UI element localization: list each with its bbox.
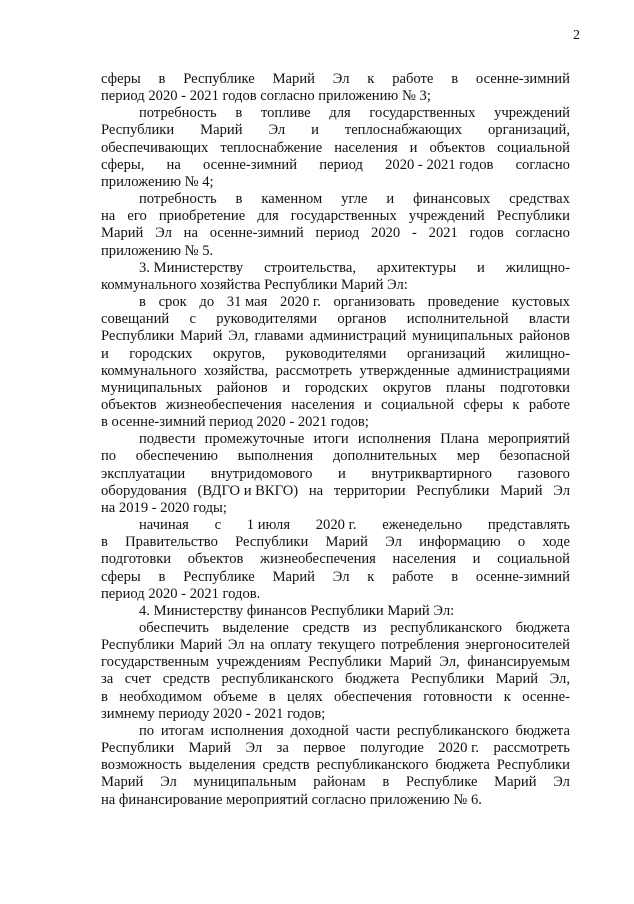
word: на	[183, 225, 198, 242]
word: архитектуры	[376, 259, 457, 276]
word: и	[477, 259, 485, 276]
document-body	[101, 71, 570, 809]
word: подготовки	[499, 379, 570, 396]
word: 2020 - 2021 годов	[385, 156, 494, 173]
word: Республики	[496, 208, 570, 225]
word: сферы	[463, 396, 504, 413]
word: в	[235, 191, 243, 208]
word: районам	[313, 774, 366, 791]
word: Республики	[496, 757, 570, 774]
word: согласно	[515, 225, 570, 242]
word: по	[139, 722, 155, 739]
word: срок	[158, 294, 187, 311]
word: исполнительной	[406, 311, 509, 328]
word: Эл	[332, 568, 350, 585]
word: внутридомового	[210, 465, 313, 482]
text-line	[101, 397, 570, 414]
word: Республики	[101, 637, 175, 654]
word: приобретение	[158, 208, 246, 225]
word: главами	[254, 328, 304, 345]
word: городских	[129, 345, 193, 362]
word: социальной	[381, 396, 455, 413]
word: возможность	[101, 757, 182, 774]
word: его	[127, 208, 147, 225]
word: осенне-зимний	[475, 71, 570, 87]
word: в	[382, 774, 390, 791]
text-line	[101, 551, 570, 568]
word: организаций,	[488, 122, 570, 139]
word: доходной	[290, 722, 349, 739]
word: и	[282, 379, 291, 396]
word: к	[512, 396, 520, 413]
word: 2020 г.	[315, 517, 357, 534]
word: объектов	[101, 396, 157, 413]
text-line	[101, 723, 570, 740]
word: республиканского	[221, 671, 334, 688]
word: и	[338, 465, 346, 482]
text-line	[101, 191, 570, 208]
word: Республики	[101, 328, 175, 345]
word: выделение	[222, 620, 289, 636]
word: обеспечивающих	[101, 139, 209, 156]
word: районов	[216, 379, 268, 396]
word: в	[451, 71, 459, 87]
word: выделения	[188, 757, 256, 774]
word: жилищно-	[505, 259, 570, 276]
word: финансируемым	[467, 654, 570, 671]
word: органов	[337, 311, 387, 328]
word: Эл	[268, 122, 286, 139]
word: Правительство	[125, 534, 218, 551]
word: промежуточные	[204, 431, 305, 448]
word: территории	[333, 482, 406, 499]
word: осенне-зимний	[475, 568, 570, 585]
word: по	[101, 448, 117, 465]
word: администраций	[309, 328, 407, 345]
word: внутриквартирного	[371, 465, 492, 482]
word: средствах	[509, 191, 570, 208]
word: осенне-зимний	[203, 156, 298, 173]
word: ходе	[542, 534, 570, 551]
word: администрациями	[457, 362, 570, 379]
word: обеспечить	[139, 620, 209, 636]
text-line	[101, 774, 570, 791]
word: Республики	[101, 740, 175, 757]
word: Эл	[227, 637, 245, 654]
text-line	[101, 208, 570, 225]
word: Марий	[188, 740, 232, 757]
word: и	[409, 139, 418, 156]
text-line	[101, 157, 570, 174]
word: Марий	[500, 482, 543, 499]
word: потребность	[139, 191, 217, 208]
word: Республики	[410, 671, 485, 688]
word: Марий	[494, 774, 537, 791]
text-line	[101, 431, 570, 448]
word: угле	[341, 191, 368, 208]
text-line	[101, 294, 570, 311]
word: Эл	[160, 774, 177, 791]
word: обеспечению	[135, 448, 218, 465]
word: теплоснабжающих	[344, 122, 463, 139]
word: финансовых	[413, 191, 491, 208]
word: выполнения	[237, 448, 314, 465]
word: необходимом	[119, 688, 203, 705]
word: потребления	[380, 637, 460, 654]
word: период	[319, 156, 363, 173]
word: к	[503, 688, 511, 705]
word: Эл,	[549, 671, 570, 688]
text-line	[101, 448, 570, 465]
word: мероприятий	[488, 431, 570, 448]
word: жизнеобеспечения	[260, 551, 376, 568]
word: власти	[528, 311, 570, 328]
word: бюджета	[344, 671, 400, 688]
word: подготовки	[101, 551, 172, 568]
text-line	[101, 757, 570, 774]
word: сферы	[101, 568, 141, 585]
word: государственных	[369, 105, 476, 122]
text-line	[101, 569, 570, 586]
word: округов,	[212, 345, 266, 362]
word: объектов	[187, 551, 244, 568]
word: к	[367, 71, 375, 87]
word: работе	[528, 396, 570, 413]
word: бюджета	[515, 620, 570, 636]
word: и	[386, 191, 395, 208]
word: период	[315, 225, 360, 242]
text-line	[101, 260, 570, 277]
word: средств	[162, 671, 210, 688]
word: оборудования	[101, 482, 187, 499]
word: рассмотреть	[275, 362, 352, 379]
word: муниципальных	[412, 328, 514, 345]
word: подвести	[139, 431, 196, 448]
word: Плана	[440, 431, 479, 448]
text-line: период 2020 - 2021 годов.	[101, 585, 261, 602]
word: еженедельно	[382, 517, 463, 534]
word: и	[311, 122, 319, 139]
text-line	[101, 534, 570, 551]
word: руководителями	[285, 345, 387, 362]
word: объеме	[213, 688, 258, 705]
word: средств	[302, 620, 350, 636]
word: сферы,	[101, 156, 145, 173]
word: для	[329, 105, 351, 122]
word: Марий	[179, 637, 223, 654]
word: Эл	[553, 482, 570, 499]
word: потребность	[139, 105, 217, 122]
word: Марий	[389, 654, 432, 671]
word: работе	[392, 568, 434, 585]
word: итогам	[160, 722, 204, 739]
word: в	[268, 688, 276, 705]
word: (ВДГО и ВКГО)	[197, 482, 299, 499]
word: работе	[392, 71, 434, 87]
word: 3. Министерству	[139, 259, 244, 276]
text-line	[101, 105, 570, 122]
word: в	[158, 71, 166, 87]
word: Эл	[245, 740, 263, 757]
text-line	[101, 380, 570, 397]
word: хозяйства,	[204, 362, 269, 379]
text-line	[101, 225, 570, 242]
word: целях	[287, 688, 323, 705]
word: о	[517, 534, 526, 551]
word: в	[101, 688, 108, 705]
word: муниципальных	[101, 379, 203, 396]
text-line	[101, 671, 570, 688]
word: жизнеобеспечения	[165, 396, 282, 413]
text-line	[101, 637, 570, 654]
word: исполнения	[210, 722, 284, 739]
word: -	[411, 225, 417, 242]
word: социальной	[497, 139, 570, 156]
word: 1 июля	[246, 517, 291, 534]
text-line: зимнему периоду 2020 - 2021 годов;	[101, 705, 326, 722]
word: безопасной	[499, 448, 570, 465]
word: до	[199, 294, 215, 311]
word: Республики	[308, 654, 382, 671]
word: жилищно-	[505, 345, 570, 362]
word: 31 мая	[226, 294, 268, 311]
word: бюджета	[435, 757, 490, 774]
word: на	[308, 482, 324, 499]
text-line	[101, 363, 570, 380]
word: Республике	[405, 774, 478, 791]
word: Марий	[180, 328, 223, 345]
word: Марий	[101, 225, 144, 242]
text-line: на финансирование мероприятий согласно приложению № 6.	[101, 791, 482, 808]
word: округов	[382, 379, 432, 396]
word: кустовых	[511, 294, 570, 311]
word: итоги	[313, 431, 349, 448]
text-line	[101, 466, 570, 483]
word: коммунального	[101, 362, 197, 379]
word: осенне-зимний	[209, 225, 304, 242]
word: планы	[446, 379, 486, 396]
word: учреждениям	[216, 654, 301, 671]
word: Эл	[553, 774, 570, 791]
text-line: в осенне-зимний период 2020 - 2021 годов;	[101, 414, 369, 431]
word: Республики	[235, 534, 309, 551]
word: счет	[124, 671, 152, 688]
text-line	[101, 689, 570, 706]
word: Марий	[325, 534, 368, 551]
word: организаций	[406, 345, 486, 362]
word: в	[235, 105, 243, 122]
text-line	[101, 517, 570, 534]
word: в	[451, 568, 459, 585]
text-line: 4. Министерству финансов Республики Марий Эл:	[139, 602, 455, 619]
word: энергоносителей	[464, 637, 570, 654]
text-line	[101, 122, 570, 139]
word: каменном	[261, 191, 323, 208]
word: к	[367, 568, 375, 585]
word: городских	[304, 379, 369, 396]
text-line	[101, 346, 570, 363]
word: Эл,	[228, 328, 249, 345]
word: Республике	[183, 568, 255, 585]
word: населения	[291, 396, 355, 413]
word: для	[257, 208, 279, 225]
text-line	[101, 740, 570, 757]
text-line: коммунального хозяйства Республики Марий Эл:	[101, 276, 408, 293]
text-line: на 2019 - 2020 годы;	[101, 499, 227, 516]
word: средств	[262, 757, 310, 774]
word: с	[189, 311, 196, 328]
text-line	[101, 620, 570, 637]
word: объектов	[429, 139, 486, 156]
word: руководителями	[216, 311, 318, 328]
word: Республики	[101, 122, 175, 139]
word: газового	[517, 465, 570, 482]
word: Марий	[101, 774, 144, 791]
word: 2020 г.	[280, 294, 321, 311]
text-line: приложению № 5.	[101, 242, 214, 259]
word: республиканского	[396, 722, 509, 739]
word: утвержденные	[359, 362, 450, 379]
word: за	[101, 671, 114, 688]
word: эксплуатации	[101, 465, 186, 482]
word: учреждений	[494, 105, 570, 122]
word: проведение	[427, 294, 500, 311]
word: из	[363, 620, 377, 636]
text-line	[101, 483, 570, 500]
word: сферы	[101, 71, 141, 87]
word: муниципальным	[193, 774, 297, 791]
word: представлять	[487, 517, 570, 534]
word: Марий	[272, 568, 315, 585]
page-number: 2	[573, 28, 580, 43]
word: дополнительных	[332, 448, 438, 465]
word: и	[472, 551, 481, 568]
word: в	[139, 294, 146, 311]
word: осенне-	[522, 688, 570, 705]
word: строительства,	[264, 259, 357, 276]
text-line	[101, 654, 570, 671]
word: республиканского	[390, 620, 503, 636]
word: теплоснабжение	[220, 139, 323, 156]
word: Республике	[183, 71, 255, 87]
word: Республики	[416, 482, 490, 499]
word: учреждений	[408, 208, 485, 225]
text-line	[101, 328, 570, 345]
word: с	[214, 517, 222, 534]
word: первое	[303, 740, 346, 757]
word: Марий	[272, 71, 315, 87]
word: Эл	[155, 225, 172, 242]
word: на	[250, 637, 265, 654]
word: Марий	[495, 671, 539, 688]
text-line	[101, 311, 570, 328]
word: Марий	[200, 122, 243, 139]
word: готовности	[423, 688, 493, 705]
word: населения	[334, 139, 398, 156]
word: на	[166, 156, 181, 173]
word: государственным	[101, 654, 209, 671]
word: населения	[392, 551, 457, 568]
word: исполнения	[357, 431, 432, 448]
word: бюджета	[515, 722, 570, 739]
word: 2021	[428, 225, 458, 242]
word: 2020	[371, 225, 401, 242]
word: и	[364, 396, 372, 413]
word: информацию	[419, 534, 501, 551]
word: Эл,	[439, 654, 460, 671]
word: в	[158, 568, 166, 585]
word: оплату	[270, 637, 313, 654]
word: в	[101, 534, 108, 551]
text-line	[101, 71, 570, 88]
word: топливе	[260, 105, 311, 122]
word: обеспечения	[333, 688, 412, 705]
word: начиная	[139, 517, 189, 534]
word: годов	[469, 225, 504, 242]
word: Эл	[385, 534, 402, 551]
word: Эл	[332, 71, 350, 87]
word: на	[101, 208, 116, 225]
text-line: приложению № 4;	[101, 173, 214, 190]
word: совещаний	[101, 311, 170, 328]
text-line: период 2020 - 2021 годов согласно приложению № 3;	[101, 88, 431, 105]
word: полугодие	[360, 740, 424, 757]
word: 2020 г.	[438, 740, 480, 757]
word: рассмотреть	[493, 740, 570, 757]
word: текущего	[317, 637, 376, 654]
word: государственных	[290, 208, 397, 225]
word: за	[276, 740, 289, 757]
text-line	[101, 140, 570, 157]
word: мер	[456, 448, 480, 465]
word: организовать	[333, 294, 415, 311]
word: части	[355, 722, 391, 739]
word: социальной	[497, 551, 570, 568]
word: согласно	[515, 156, 570, 173]
word: республиканского	[316, 757, 429, 774]
word: и	[101, 345, 109, 362]
word: районов	[519, 328, 570, 345]
